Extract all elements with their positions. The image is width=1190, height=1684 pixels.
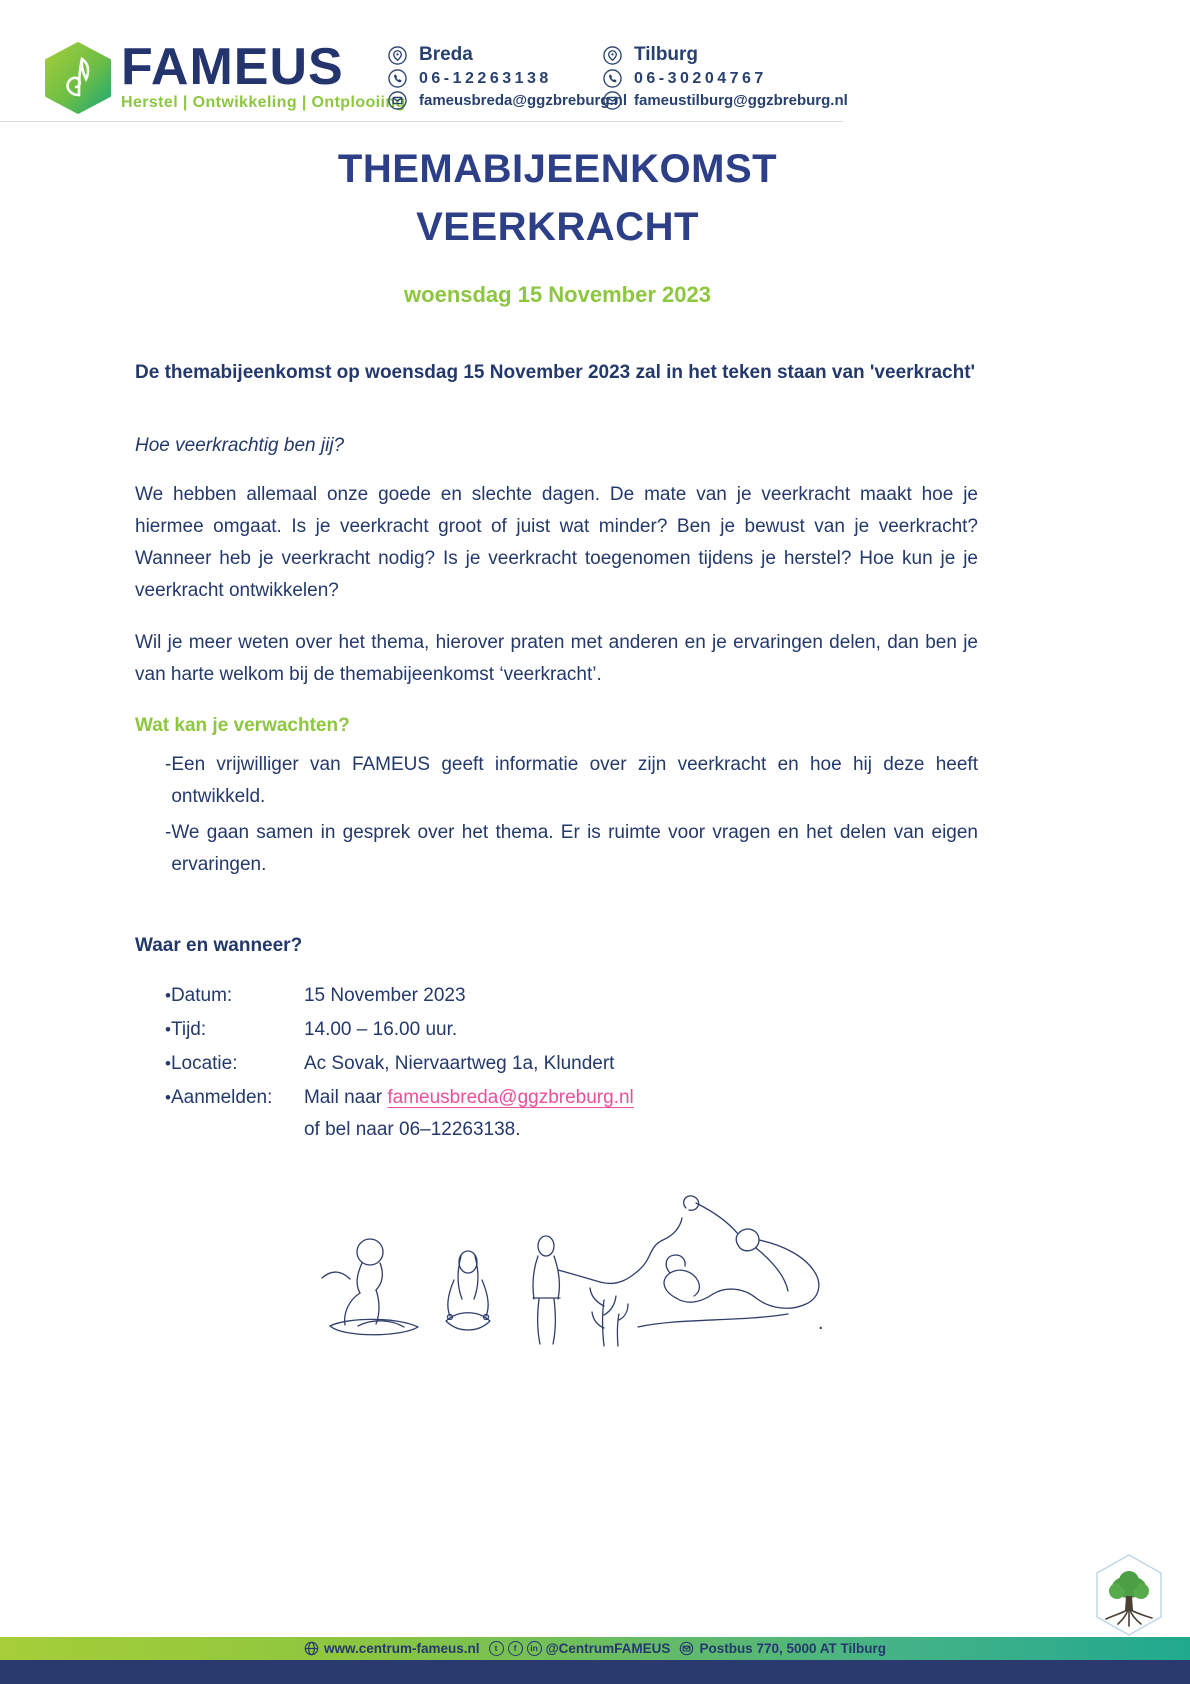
footer-bar <box>0 1637 1190 1660</box>
globe-icon <box>304 1641 319 1656</box>
header-divider <box>0 121 843 122</box>
title-block <box>135 140 980 308</box>
aanmelden-line2: of bel naar 06–12263138. <box>303 1119 521 1140</box>
dash-marker: - <box>165 822 172 843</box>
brand-tagline: Herstel | Ontwikkeling | Ontplooiing <box>121 94 406 111</box>
email-link[interactable]: fameusbreda@ggzbreburg.nl <box>387 1087 634 1108</box>
location-name: Breda <box>419 44 473 65</box>
aanmelden-prefix: Mail naar <box>303 1087 388 1108</box>
list-item: - Een vrijwilliger van FAMEUS geeft informatie over zijn veerkracht en hoe hij deze heeft ontwikkeld. <box>135 749 978 813</box>
footer-navy-bar <box>0 1660 1190 1684</box>
tree-hexagon-badge <box>1096 1554 1162 1636</box>
bullet-marker: • <box>165 986 171 1005</box>
detail-row-aanmelden: • Aanmelden: Mail naar fameusbreda@ggzbreburg.nl of bel naar 06–12263138. <box>135 1082 978 1146</box>
detail-row-locatie: • Locatie: Ac Sovak, Niervaartweg 1a, Klundert <box>135 1048 978 1080</box>
bullet-marker: • <box>165 1020 171 1039</box>
question-line: Hoe veerkrachtig ben jij? <box>135 435 345 456</box>
event-date: woensdag 15 November 2023 <box>404 282 711 307</box>
stray-period: . <box>818 1312 824 1334</box>
paragraph-welkom: Wil je meer weten over het thema, hierover praten met anderen en je ervaringen delen, dan ben je van harte welkom bij de themabijeenkomst ‘veerkracht’. <box>135 632 978 685</box>
location-name: Tilburg <box>634 44 699 65</box>
footer-website[interactable]: www.centrum-fameus.nl <box>323 1641 480 1656</box>
heading-waar-en-wanneer: Waar en wanneer? <box>135 935 303 956</box>
dash-marker: - <box>165 754 172 775</box>
map-pin-icon <box>388 46 407 65</box>
contact-tilburg <box>603 44 848 113</box>
phone-icon <box>603 69 622 88</box>
bullet-marker: • <box>165 1054 171 1073</box>
detail-row-datum: • Datum: 15 November 2023 <box>135 980 978 1012</box>
page-title-line1: THEMABIJEENKOMST <box>337 147 778 191</box>
location-email: fameustilburg@ggzbreburg.nl <box>634 92 848 109</box>
bullet-marker: • <box>165 1088 171 1107</box>
one-line-people-illustration <box>318 1186 826 1348</box>
event-details-list <box>135 980 978 1146</box>
list-item: - We gaan samen in gesprek over het thema. Er is ruimte voor vragen en het delen van eigen ervaringen. <box>135 817 978 881</box>
map-pin-icon <box>603 46 622 65</box>
twitter-icon[interactable]: t <box>489 1641 504 1656</box>
footer-social-handle: @CentrumFAMEUS <box>545 1641 671 1656</box>
intro-paragraph: De themabijeenkomst op woensdag 15 November 2023 zal in het teken staan van 'veerkracht' <box>135 362 976 383</box>
location-phone: 06-30204767 <box>634 69 767 87</box>
detail-row-tijd: • Tijd: 14.00 – 16.00 uur. <box>135 1014 978 1046</box>
page-title-line2: VEERKRACHT <box>416 205 699 249</box>
mail-icon <box>679 1641 694 1656</box>
facebook-icon[interactable]: f <box>508 1641 523 1656</box>
location-phone: 06-12263138 <box>419 69 552 87</box>
brand-wordmark: FAMEUS <box>121 38 344 96</box>
fameus-logo <box>45 38 406 114</box>
body-content <box>135 357 978 1148</box>
phone-icon <box>388 69 407 88</box>
fameus-hexagon-feather-icon <box>45 42 111 114</box>
linkedin-icon[interactable]: in <box>527 1641 542 1656</box>
heading-wat-kan-je-verwachten: Wat kan je verwachten? <box>135 715 350 736</box>
location-email: fameusbreda@ggzbreburg.nl <box>419 92 627 109</box>
expect-list <box>135 749 978 881</box>
mail-icon <box>603 91 622 110</box>
mail-icon <box>388 91 407 110</box>
paragraph-veerkracht: We hebben allemaal onze goede en slechte dagen. De mate van je veerkracht maakt hoe je hiermee omgaat. Is je veerkracht groot of juist wat minder? Ben je bewust van je veerkracht? Wanneer heb je veerkracht nodig? Is je veerkracht toegenomen tijdens je herstel? Hoe kun je je veerkracht ontwikkelen? <box>135 484 978 601</box>
footer-address: Postbus 770, 5000 AT Tilburg <box>699 1641 886 1656</box>
contact-breda <box>388 44 627 113</box>
